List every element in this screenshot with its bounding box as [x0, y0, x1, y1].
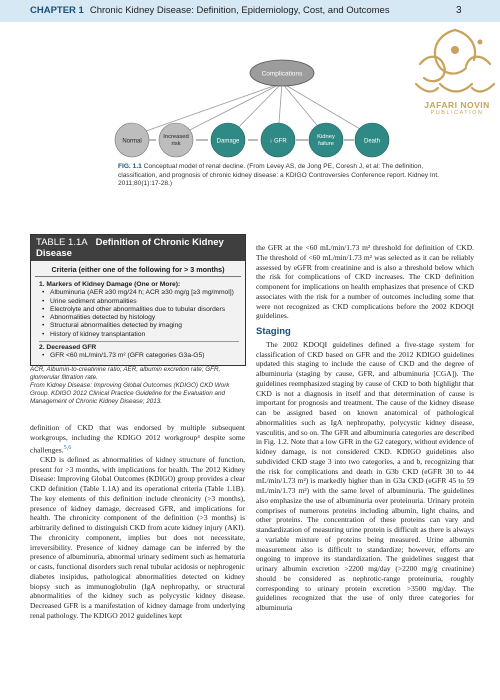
criterion-item: • Urine sediment abnormalities — [39, 298, 239, 306]
paragraph: CKD is defined as abnormalities of kidney structure of function, present for >3 months, with implications for health. The 2012 Kidney Disease: Improving Global Outcomes (KDIGO) group provides a clear CKD definition (Table 1.1A) and its operational criteria (Table 1.1B). The key elements of this definition include chronicity (>3 months), presence of kidney damage, decreased GFR, and implications for health. The chronicity component of the definition (>3 months) is arbitrarily defined to distinguish CKD from acute kidney injury (AKI). The chronicity component, implies but does not necessitate, irreversibility. Presence of kidney damage can be inferred by the presence of albuminuria, abnormal urinary sediment such as hematuria or casts, functional disorders such renal tubular acidosis or nephrogenic diabetes insipidus, pathological abnormalities detected on kidney biopsy such as immunoglobulin (IgA nephropathy, or structural abnormalities of the kidney such as polycystic kidney disease. Decreased GFR is a manifestation of kidney damage from underlying renal pathology. The KDIGO 2012 guidelines kept — [30, 454, 245, 620]
node-label-normal: Normal — [122, 138, 142, 145]
page-number: 3 — [456, 5, 462, 16]
logo-name: JAFARI NOVIN — [424, 100, 490, 110]
node-label-death: Death — [363, 138, 381, 145]
chapter-label: CHAPTER 1 — [30, 5, 84, 16]
criterion-1: 1. Markers of Kidney Damage (One or More): — [39, 281, 181, 288]
table-header: Criteria (either one of the following for > 3 months) — [35, 261, 241, 277]
criterion-2: 2. Decreased GFR — [39, 344, 97, 352]
left-column — [30, 423, 245, 621]
table-divider — [39, 341, 239, 342]
citation: 5,6 — [63, 443, 72, 451]
table-notes — [30, 366, 244, 406]
figure-caption-text: Conceptual model of renal decline. (From Levey AS, de Jong PE, Coresh J, et al: The definition, classification, and prognosis of chronic kidney disease: a KDIGO Controversies Conference report. Kidney Int. 2011;80(1):17-28.) — [118, 163, 440, 188]
node-label-gfr: ↓ GFR — [269, 138, 287, 145]
criterion-item: • Electrolyte and other abnormalities due to tubular disorders — [39, 306, 239, 314]
paragraph: the GFR at the <60 mL/min/1.73 m² threshold for definition of CKD. The threshold of <60 mL/min/1.73 m² was selected as it can be reliably assessed by eGFR from creatinine and is also a threshold below which the risk for complications of CKD increases. The CKD definition component for implications on health emphasizes that presence of CKD associates with the risk for a number of outcomes including some that were not recognized as CKD complications before the 2002 KDOQI guidelines. — [256, 243, 474, 321]
right-column — [256, 243, 474, 613]
node-label-damage: Damage — [216, 138, 240, 145]
node-label-kidney-failure: Kidney failure — [317, 134, 335, 147]
table-title-text: Definition of Chronic Kidney Disease — [36, 237, 224, 259]
criterion-item: • Abnormalities detected by histology — [39, 314, 239, 322]
paragraph: definition of CKD that was endorsed by multiple subsequent workgroups, including the KDIGO 2012 workgroup⁴ despite some challenges. — [30, 423, 245, 454]
logo-subtitle: PUBLICATION — [430, 110, 484, 116]
table-abbreviations: ACR, Albumin-to-creatinine ratio; AER, albumin excretion rate; GFR, glomerular filtration rate. — [30, 366, 221, 381]
chapter-heading — [30, 5, 390, 16]
figure-label: FIG. 1.1 — [118, 163, 142, 170]
complications-label: Complications — [261, 70, 303, 78]
table-body — [31, 277, 245, 365]
paragraph: The 2002 KDOQI guidelines defined a five-stage system for classification of CKD based on GFR and the 2012 KDIGO guidelines updated this staging to include the cause of CKD and the degree of albuminuria (staging by cause, GFR, and albuminuria [CGA]). The guidelines reemphasized staging by cause of CKD to both highlight that CKD is not a diagnosis in itself and that determination of cause is important for prognosis and treatment. The cause of the kidney disease can be assigned based on known anatomical of pathological abnormalities such as IgA nephropathy, polycystic kidney disease, vasculitis, and so on. The GFR and albuminuria categories are described in Fig. 1.2. Note that a low GFR in the G2 category, without evidence of kidney damage, is not considered CKD. KDIGO guidelines also subdivided CKD stage 3 into two categories, a and b, recognizing that the risk for complications and death in G3b CKD (eGFR 30 to 44 mL/min/1.73 m²) is markedly higher than in G3a CKD (eGFR 45 to 59 mL/min/1.73 m²) with the same level of albuminuria. The guidelines also emphasize the use of albuminuria over proteinuria. Urinary protein comprises of numerous proteins including albumin, light chains, and other proteins. The concentration of these proteins can vary and standardization of measuring urine protein is difficult as there is always a variable mixture of proteins being measured. Urine albumin measurement also is difficult to standardize; however, efforts are ongoing to improve its standardization. The guidelines suggest that urinary albumin excretion >2200 mg/day (>2200 mg/g creatinine) should be considered as nephrotic-range proteinuria, roughly corresponding to urinary protein excretion >3500 mg/day. The guidelines recognized that the use of only three categories for albuminuria — [256, 339, 474, 612]
logo-text — [412, 100, 500, 116]
criterion-item: • Structural abnormalities detected by imaging — [39, 322, 239, 330]
node-label-increased-risk: Increased risk — [163, 134, 189, 147]
node-increased-risk — [159, 123, 193, 157]
node-kidney-failure — [309, 123, 343, 157]
criterion-item: • GFR <60 mL/min/1.73 m² (GFR categories G3a-G5) — [39, 352, 239, 360]
criterion-item: • History of kidney transplantation — [39, 331, 239, 339]
publisher-logo — [410, 24, 500, 100]
figure-caption — [118, 163, 463, 189]
section-heading: Staging — [256, 326, 291, 337]
criterion-item: • Albuminuria (AER ≥30 mg/24 h; ACR ≥30 mg/g [≥3 mg/mmol]) — [39, 289, 239, 297]
table-source: From Kidney Disease: Improving Global Outcomes (KDIGO) CKD Work Group. KDIGO 2012 Clinical Practice Guideline for the Evaluation and Management of Chronic Kidney Disease; 2013. — [30, 382, 230, 405]
table-title — [31, 235, 245, 261]
definition-table — [30, 234, 246, 366]
table-number: TABLE 1.1A — [36, 237, 88, 248]
chapter-title: Chronic Kidney Disease: Definition, Epidemiology, Cost, and Outcomes — [89, 5, 390, 16]
